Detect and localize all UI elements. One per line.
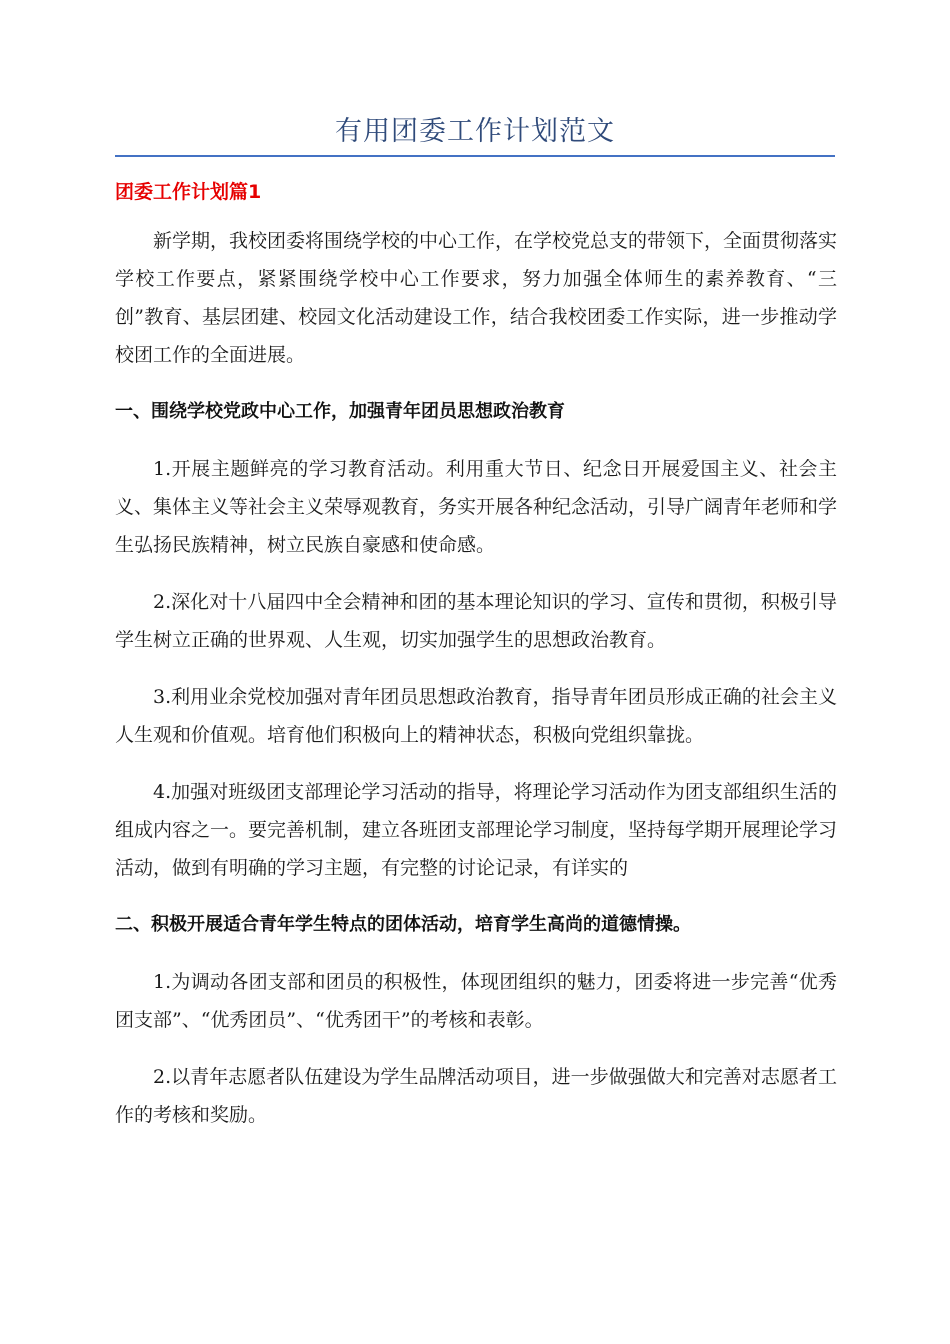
part1-item-1: 1.开展主题鲜亮的学习教育活动。利用重大节日、纪念日开展爱国主义、社会主义、集体主义等社会主义荣辱观教育，务实开展各种纪念活动，引导广阔青年老师和学生弘扬民族精神，树立民族自豪感和使命感。: [115, 458, 838, 556]
document-body: [115, 222, 837, 1153]
intro-paragraph: 新学期，我校团委将围绕学校的中心工作，在学校党总支的带领下，全面贯彻落实学校工作要点，紧紧围绕学校中心工作要求，努力加强全体师生的素养教育、“三创”教育、基层团建、校园文化活动建设工作，结合我校团委工作实际，进一步推动学校团工作的全面进展。: [115, 230, 838, 366]
part2-item-2: 2.以青年志愿者队伍建设为学生品牌活动项目，进一步做强做大和完善对志愿者工作的考核和奖励。: [115, 1066, 837, 1126]
part1-heading: 一、围绕学校党政中心工作，加强青年团员思想政治教育: [115, 401, 565, 422]
part1-item-2: 2.深化对十八届四中全会精神和团的基本理论知识的学习、宣传和贯彻，积极引导学生树立正确的世界观、人生观，切实加强学生的思想政治教育。: [115, 591, 837, 651]
title-underline: [115, 155, 835, 157]
part2-item-1: 1.为调动各团支部和团员的积极性，体现团组织的魅力，团委将进一步完善“优秀团支部”、“优秀团员”、“优秀团干”的考核和表彰。: [115, 971, 837, 1031]
part1-item-4: 4.加强对班级团支部理论学习活动的指导，将理论学习活动作为团支部组织生活的组成内容之一。要完善机制，建立各班团支部理论学习制度，坚持每学期开展理论学习活动，做到有明确的学习主题，有完整的讨论记录，有详实的: [115, 781, 838, 879]
part2-heading: 二、积极开展适合青年学生特点的团体活动，培育学生高尚的道德情操。: [115, 914, 691, 935]
section-title: 团委工作计划篇1: [115, 181, 262, 203]
document-title: 有用团委工作计划范文: [335, 116, 615, 147]
part1-item-3: 3.利用业余党校加强对青年团员思想政治教育，指导青年团员形成正确的社会主义人生观和价值观。培育他们积极向上的精神状态，积极向党组织靠拢。: [115, 686, 837, 746]
